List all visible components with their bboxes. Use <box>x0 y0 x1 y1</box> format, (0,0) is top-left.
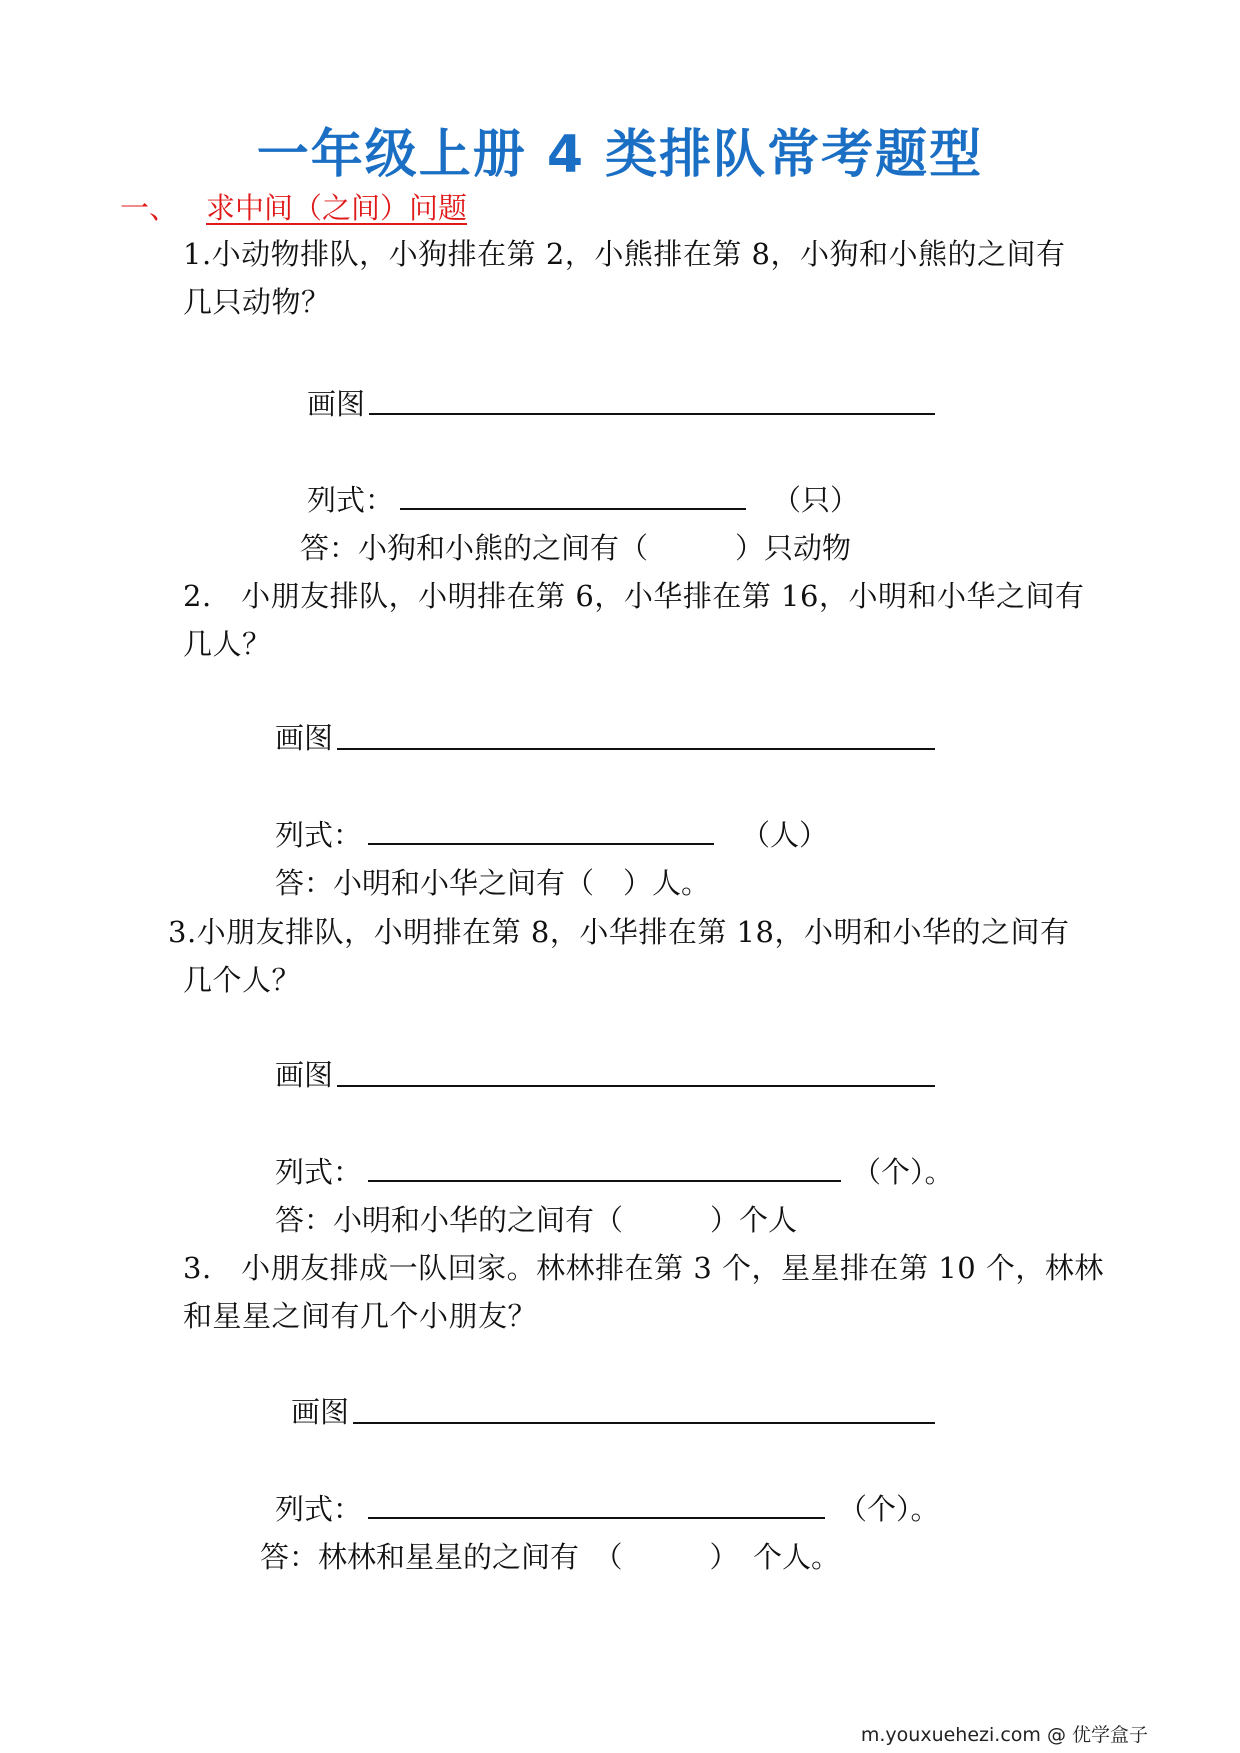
draw-label: 画图 <box>291 1395 350 1429</box>
unit-label: （人） <box>741 818 829 852</box>
draw-answer-line[interactable] <box>353 1422 935 1424</box>
unit-label: （只） <box>772 483 860 517</box>
question-text: 几只动物？ <box>183 285 331 319</box>
formula-answer-line[interactable] <box>368 1180 841 1182</box>
page-title: 一年级上册 4 类排队常考题型 <box>256 125 984 185</box>
draw-label: 画图 <box>275 1058 334 1092</box>
draw-answer-line[interactable] <box>337 1085 935 1087</box>
footer-watermark: m.youxuehezi.com @ 优学盒子 <box>860 1724 1148 1746</box>
question-text: 几人？ <box>183 627 272 661</box>
question-text: 1.小动物排队，小狗排在第 2，小熊排在第 8，小狗和小熊的之间有 <box>183 237 1066 271</box>
draw-label: 画图 <box>275 721 334 755</box>
section-heading <box>120 186 467 227</box>
unit-label: （个）。 <box>852 1155 954 1189</box>
question-text: 2. 小朋友排队，小明排在第 6，小华排在第 16，小明和小华之间有 <box>183 579 1085 613</box>
answer-sentence: 答：小明和小华之间有（ ）人。 <box>275 866 711 900</box>
question-text: 3.小朋友排队，小明排在第 8，小华排在第 18，小明和小华的之间有 <box>168 915 1070 949</box>
formula-label: 列式： <box>275 1155 363 1189</box>
formula-answer-line[interactable] <box>368 1517 825 1519</box>
answer-sentence: 答：小狗和小熊的之间有（ ）只动物 <box>300 531 852 565</box>
formula-label: 列式： <box>307 483 395 517</box>
draw-answer-line[interactable] <box>337 748 935 750</box>
unit-label: （个）。 <box>838 1492 940 1526</box>
answer-sentence: 答：小明和小华的之间有（ ）个人 <box>275 1203 798 1237</box>
formula-answer-line[interactable] <box>400 508 746 510</box>
answer-sentence: 答：林林和星星的之间有 （ ） 个人。 <box>260 1540 841 1574</box>
formula-label: 列式： <box>275 818 363 852</box>
section-number: 一、 <box>120 191 179 225</box>
question-text: 几个人？ <box>183 963 302 997</box>
formula-answer-line[interactable] <box>368 843 714 845</box>
formula-label: 列式： <box>275 1492 363 1526</box>
question-text: 和星星之间有几个小朋友？ <box>183 1299 538 1333</box>
draw-label: 画图 <box>307 387 366 421</box>
question-text: 3. 小朋友排成一队回家。林林排在第 3 个，星星排在第 10 个，林林 <box>183 1251 1104 1285</box>
section-title: 求中间（之间）问题 <box>206 191 468 225</box>
draw-answer-line[interactable] <box>369 413 935 415</box>
